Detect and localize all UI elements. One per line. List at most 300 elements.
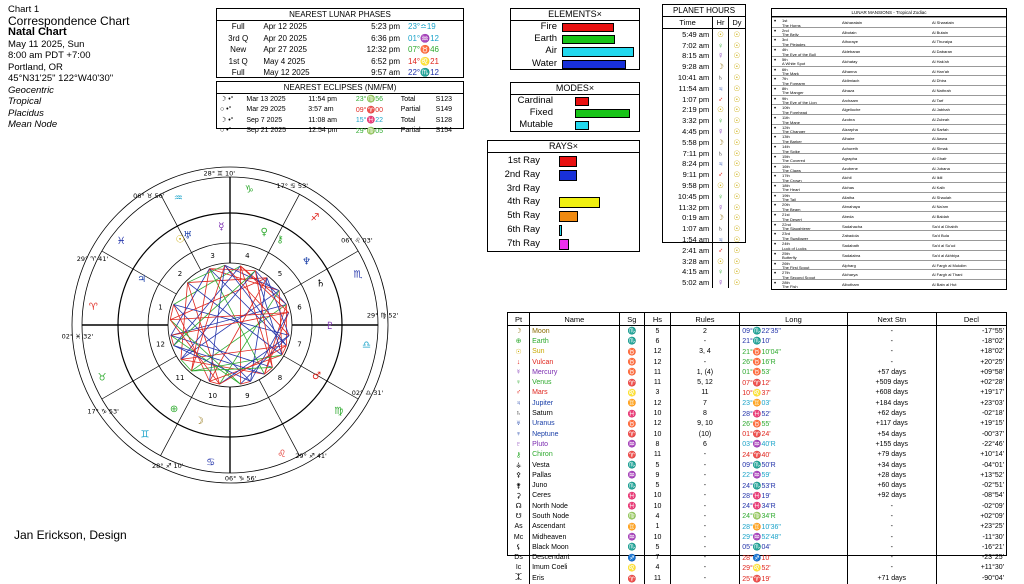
rays-bars [488, 153, 639, 253]
eclipse-time: 11:08 am [308, 116, 337, 124]
hour-ruler: ♂ [713, 245, 729, 256]
planet-glyph: ⚳ [515, 492, 522, 500]
eclipse-saros: S128 [435, 116, 453, 124]
hour-ruler: ♃ [713, 234, 729, 245]
planet-glyph-icon: ♅ [183, 230, 193, 242]
eclipse-time: 12:54 pm [308, 127, 338, 135]
mansion-arabic: Al Sharatain [932, 20, 954, 25]
zodiac-sign: ♓ [116, 236, 126, 248]
eclipse-row [217, 115, 463, 126]
mansion-meaning: The Manger [782, 90, 804, 96]
planet-row [508, 532, 1006, 542]
mansion-icon: • [774, 203, 777, 210]
hour-ruler: ♄ [713, 223, 729, 234]
planet-glyph: ↓ [516, 358, 521, 366]
element-bar [562, 35, 615, 44]
planet-declination: -02°09' [936, 501, 1006, 511]
mansion-icon: • [774, 145, 777, 152]
mansion-arabic: Al Fargh al Thani [932, 272, 963, 278]
mansion-number: 16th [782, 163, 790, 169]
mansion-meaning: The Spike [782, 148, 801, 154]
modes-title: MODES× [511, 83, 639, 95]
mansion-arabic: Al Han'ah [932, 68, 950, 74]
hour-time: 2:41 am [682, 245, 710, 255]
mansion-icon: • [774, 213, 777, 219]
hour-row [663, 94, 745, 105]
mansion-icon: • [774, 242, 777, 249]
day-ruler: ☉ [728, 191, 745, 202]
ray-label: 2nd Ray [504, 168, 540, 180]
mode-bar [575, 109, 630, 118]
planet-name: Moon [530, 326, 620, 337]
planet-sign: ♒ [619, 532, 645, 542]
planet-name: Pluto [530, 439, 620, 449]
day-ruler: ☉ [728, 83, 745, 94]
planet-next-station: +28 days [847, 470, 936, 480]
hour-row [663, 277, 745, 288]
mansion-meaning: The Belly [782, 32, 799, 38]
planet-house: 5 [645, 542, 671, 552]
ray-bar [559, 170, 577, 181]
mansion-number: 22nd [782, 221, 791, 227]
planet-house: 5 [645, 460, 671, 470]
eclipse-row [217, 126, 463, 137]
eclipse-kind: Partial [400, 127, 421, 135]
option-geocentric: Geocentric [8, 84, 54, 96]
planet-glyph: ⚵ [515, 482, 522, 490]
planet-glyph: ☽ [515, 328, 522, 336]
lunar-phases-table [217, 21, 463, 79]
element-label: Air [545, 45, 557, 57]
planet-glyph-icon: ⊕ [169, 403, 179, 415]
mansion-latin: Aldebaran [842, 49, 861, 55]
eclipse-position: 23°♍56 [355, 96, 383, 104]
planet-next-station: +509 days [847, 377, 936, 387]
lunar-mansions-title: LUNAR MANSIONS - Tropical Zodiac [772, 9, 1006, 17]
hour-row [663, 40, 745, 51]
hours-col-dy: Dy [728, 17, 745, 29]
chart-coords: 45°N31'25" 122°W40'30" [8, 73, 114, 84]
day-ruler: ☉ [728, 256, 745, 267]
hour-time: 7:02 am [682, 40, 710, 50]
planet-rules: - [670, 542, 739, 552]
planet-house: 11 [645, 450, 671, 460]
planet-longitude: 23°♊03' [740, 398, 848, 408]
planet-rules: - [670, 470, 739, 480]
cusp-label: 06° ♌ 03' [341, 236, 373, 245]
phase-name: 3rd Q [228, 33, 249, 43]
mansion-arabic: Sa'd al Akhbiya [932, 252, 960, 258]
hour-row [663, 115, 745, 126]
phase-row [217, 21, 463, 33]
mansion-arabic: Al Jabhah [932, 107, 950, 113]
planet-rules: 11 [670, 388, 739, 398]
planet-sign: ♒ [619, 470, 645, 480]
mansion-latin: Alnaza [842, 87, 855, 93]
mansion-number: 11th [782, 115, 790, 120]
ray-label: 7th Ray [507, 237, 540, 249]
planet-name: Uranus [530, 419, 620, 429]
planet-name: Saturn [530, 408, 620, 418]
eclipses-table [217, 94, 463, 136]
hour-time: 9:11 pm [682, 170, 710, 180]
mansion-number: 6th [782, 66, 788, 72]
mansion-icon: • [774, 164, 777, 171]
mansion-latin: Algelioche [842, 107, 861, 113]
planet-declination: +18°02' [936, 347, 1006, 357]
planet-rules: - [670, 460, 739, 470]
planet-next-station: - [847, 553, 936, 563]
mansion-arabic: Al Baldah [932, 214, 950, 219]
eclipse-saros: S149 [435, 106, 453, 114]
mansion-icon: • [774, 193, 777, 200]
planet-house: 6 [645, 336, 671, 346]
cusp-label: 29° ♍ 52' [366, 311, 399, 320]
planet-house: 1 [645, 522, 671, 532]
phase-name: Full [231, 68, 245, 78]
ray-bar [559, 197, 600, 208]
hour-ruler: ♂ [713, 169, 729, 180]
eclipse-date: Sep 21 2025 [246, 127, 287, 135]
planet-glyph-icon: ♄ [316, 278, 326, 290]
hour-ruler: ♀ [713, 115, 729, 126]
planet-glyph: ♅ [515, 420, 522, 428]
planet-declination: +13°52' [936, 470, 1006, 480]
planet-name: Eris [530, 573, 620, 584]
mansion-number: 17th [782, 173, 790, 179]
planet-name: Earth [530, 336, 620, 346]
planet-rules: - [670, 522, 739, 532]
planet-row [508, 398, 1006, 408]
planet-longitude: 28°♓19' [740, 491, 848, 501]
mansion-arabic: Al Thuraiya [932, 39, 953, 45]
zodiac-sign: ♈ [88, 301, 98, 313]
house-number: 2 [177, 270, 183, 279]
eclipse-date: Mar 29 2025 [246, 106, 286, 114]
planet-glyph: ☉ [515, 348, 522, 356]
ray-label: 1st Ray [507, 155, 540, 166]
eclipse-time: 3:57 am [308, 106, 334, 114]
planet-glyph: Mc [513, 533, 524, 541]
planet-declination: +23°03' [936, 398, 1006, 408]
house-number: 10 [208, 391, 218, 400]
planet-longitude: 28°♊10'36" [740, 522, 848, 532]
phase-time: 12:32 pm [366, 45, 401, 55]
mansion-meaning: The Pleiades [782, 41, 806, 47]
hour-time: 10:45 pm [677, 191, 710, 201]
phase-position: 14°♌21 [408, 56, 439, 66]
hours-col-hr: Hr [713, 17, 729, 29]
mansion-arabic: Al Tarf [932, 97, 944, 103]
phase-row [217, 67, 463, 79]
mansion-latin: Sadahacha [842, 223, 863, 229]
zodiac-sign: ♎ [362, 340, 372, 352]
planet-glyph: ☿ [515, 368, 522, 376]
eclipse-date: Sep 7 2025 [246, 116, 283, 124]
planet-rules: 5, 12 [670, 377, 739, 387]
hour-time: 10:41 am [677, 73, 710, 83]
mansion-latin: Azubene [842, 165, 858, 171]
planet-longitude: 01°♉53' [740, 367, 848, 377]
planet-house: 5 [645, 480, 671, 490]
planet-rules: - [670, 491, 739, 501]
planet-glyph: Ic [515, 564, 522, 572]
mansion-arabic: Al Nathrah [932, 87, 951, 93]
planet-row [508, 450, 1006, 460]
planet-name: Venus [530, 377, 620, 387]
hour-ruler: ☽ [713, 61, 729, 72]
planet-glyph-icon: ⚷ [276, 234, 284, 246]
planet-glyph: ⚴ [515, 472, 522, 480]
hour-time: 2:19 pm [682, 105, 710, 115]
planet-row [508, 470, 1006, 480]
planet-glyph-icon: ☿ [218, 221, 225, 233]
planet-longitude: 26°♉55' [740, 419, 848, 429]
phase-position: 23°≏19 [408, 22, 436, 32]
planet-declination: +19°17' [936, 388, 1006, 398]
mansion-number: 18th [782, 182, 790, 188]
chart-number: Chart 1 [8, 4, 40, 15]
planet-declination: -08°54' [936, 491, 1006, 501]
planet-hours-table [663, 17, 745, 288]
planet-longitude: 09°♏50'R [740, 460, 848, 470]
mansion-number: 10th [782, 105, 790, 111]
mansion-icon: • [774, 232, 777, 239]
planet-sign: ♏ [619, 542, 645, 552]
ray-bar [559, 225, 562, 236]
planet-glyph: ⚷ [515, 451, 522, 459]
mansion-arabic: Al Shaulah [932, 194, 952, 200]
hour-ruler: ♃ [713, 83, 729, 94]
planet-house: 4 [645, 511, 671, 521]
mansion-latin: Allatha [842, 194, 855, 200]
element-bar [562, 47, 634, 56]
mansion-meaning: The Second Spout [782, 274, 816, 280]
mansion-meaning: The Changer [782, 129, 806, 135]
hour-ruler: ♃ [713, 159, 729, 170]
planet-name: Vesta [530, 460, 620, 470]
eclipse-row [217, 94, 463, 105]
eclipse-time: 11:54 pm [308, 95, 337, 103]
house-cusp [102, 251, 176, 294]
phase-position: 22°♏12 [408, 68, 439, 78]
mansion-number: 23rd [782, 231, 791, 237]
hour-ruler: ☽ [713, 137, 729, 148]
eclipse-kind: Total [400, 116, 416, 124]
house-number: 11 [175, 373, 185, 382]
zodiac-sign: ♐ [310, 212, 320, 224]
mansion-arabic: Al Iklil [932, 175, 943, 181]
planet-row [508, 336, 1006, 346]
chart-place: Portland, OR [8, 61, 63, 73]
hour-row [663, 202, 745, 213]
planet-rules: 6 [670, 439, 739, 449]
planet-glyph: ⚶ [515, 462, 522, 469]
planet-longitude: 25°♈19' [740, 573, 848, 584]
planet-longitude: 21°♉10'04" [740, 347, 848, 357]
planet-rules: 9, 10 [670, 419, 739, 429]
mansion-latin: Albotain [842, 29, 857, 35]
mansion-meaning: The Swallower [782, 235, 809, 241]
planet-declination: +11°30' [936, 563, 1006, 573]
planet-row [508, 460, 1006, 470]
planet-next-station: +79 days [847, 450, 936, 460]
day-ruler: ☉ [728, 213, 745, 224]
mansion-icon: • [774, 174, 777, 181]
hours-col-time: Time [663, 17, 713, 29]
phase-name: Full [231, 22, 245, 32]
mansion-number: 14th [782, 144, 790, 150]
planet-declination: +02°09' [936, 511, 1006, 521]
hour-ruler: ☉ [713, 256, 729, 267]
day-ruler: ☉ [728, 51, 745, 62]
eclipse-row [217, 105, 463, 116]
house-number: 1 [158, 303, 163, 312]
hour-time: 7:11 pm [682, 148, 710, 158]
mansion-number: 21st [782, 212, 790, 217]
elements-panel [510, 8, 640, 70]
day-ruler: ☉ [728, 137, 745, 148]
planet-sign: ♉ [619, 347, 645, 357]
column-header: Rules [670, 313, 739, 326]
mansion-arabic: Al Dabaran [932, 49, 953, 55]
planet-row [508, 501, 1006, 511]
planet-sign: ♓ [619, 408, 645, 418]
mansion-meaning: The Claws [782, 168, 801, 173]
planet-next-station: - [847, 336, 936, 346]
phase-time: 5:23 pm [371, 22, 401, 32]
mansion-arabic: Sa'd al Su'ud [932, 243, 956, 249]
planet-longitude: 07°♈12' [740, 377, 848, 387]
hour-ruler: ☿ [713, 126, 729, 137]
planet-sign: ♍ [619, 511, 645, 521]
planet-name: Ascendant [530, 522, 620, 532]
planet-longitude: 28°♐10' [740, 553, 848, 563]
hour-time: 11:32 pm [678, 202, 710, 212]
cusp-label: 29° ♈ 41' [76, 254, 109, 263]
planet-sign: ♈ [619, 429, 645, 439]
day-ruler: ☉ [728, 223, 745, 234]
hour-row [663, 191, 745, 202]
planet-hours-panel [662, 4, 746, 288]
zodiac-sign: ♏ [353, 269, 363, 281]
planet-glyph: ♇ [515, 440, 522, 448]
planet-glyph: ♆ [515, 430, 522, 438]
ray-label: 5th Ray [507, 210, 540, 222]
hour-row [663, 83, 745, 94]
hour-time: 4:15 am [682, 267, 710, 277]
planet-glyph: ♂ [515, 389, 522, 397]
planet-glyph-icon: ♂ [312, 371, 322, 382]
hour-time: 1:54 am [682, 235, 710, 245]
planet-next-station: - [847, 347, 936, 357]
mansion-meaning: Luck of Lucks [782, 245, 807, 251]
planet-longitude: 09°♏22'35" [740, 326, 848, 337]
eclipse-saros: S123 [435, 95, 453, 103]
planet-declination: -22°46' [936, 439, 1006, 449]
ray-label: 6th Ray [507, 224, 540, 235]
planet-longitude: 05°♏04' [740, 542, 848, 552]
planet-glyph: ♀ [515, 379, 522, 387]
mansion-meaning: The Slaughterer [782, 226, 811, 232]
aspect-line [209, 269, 286, 346]
mansion-icon: • [774, 86, 777, 93]
day-ruler: ☉ [728, 29, 745, 40]
planet-glyph: ☊ [515, 503, 522, 511]
mansion-meaning: The Mark [782, 71, 799, 76]
mansion-number: 25th [782, 250, 790, 256]
mansion-icon: • [774, 57, 777, 64]
eclipse-position: 09°♈00 [355, 106, 383, 114]
chart-header [8, 4, 129, 131]
planet-sign: ♏ [619, 480, 645, 490]
planet-next-station: +117 days [847, 419, 936, 429]
mansion-latin: Sadalabra [842, 252, 861, 258]
mansion-icon: • [774, 280, 777, 287]
element-label: Fire [540, 21, 557, 32]
planet-glyph: ♃ [515, 399, 522, 407]
mode-label: Fixed [529, 107, 553, 118]
ray-bar [559, 211, 578, 222]
hour-row [663, 148, 745, 159]
mansion-arabic: Al Awwa [932, 136, 948, 142]
planet-house: 12 [645, 398, 671, 408]
mansion-latin: Alchas [842, 184, 855, 190]
planet-sign: ♉ [619, 419, 645, 429]
planet-next-station: +54 days [847, 429, 936, 439]
hour-time: 5:49 am [682, 29, 710, 39]
eclipse-position: 29°♍05 [355, 127, 383, 135]
planet-next-station: - [847, 501, 936, 511]
planet-sign: ♊ [619, 522, 645, 532]
planet-house: 11 [645, 573, 671, 584]
planet-rules: 1, (4) [670, 367, 739, 377]
planet-name: Pallas [530, 470, 620, 480]
planet-next-station: +34 days [847, 460, 936, 470]
planet-next-station: +92 days [847, 491, 936, 501]
day-ruler: ☉ [728, 40, 745, 51]
hour-ruler: ☉ [713, 29, 729, 40]
hour-time: 9:28 am [682, 62, 710, 72]
planet-next-station: +60 days [847, 480, 936, 490]
hour-time: 1:07 pm [682, 94, 710, 104]
planet-longitude: 22°♒59' [740, 470, 848, 480]
zodiac-sign: ♌ [277, 448, 287, 460]
eclipse-position: 15°♓22 [355, 117, 383, 125]
planet-house: 12 [645, 347, 671, 357]
planet-sign: ♈ [619, 377, 645, 387]
planet-sign: ♌ [619, 388, 645, 398]
planet-table-header [508, 313, 1006, 326]
mansion-icon: • [774, 125, 777, 132]
planet-row [508, 511, 1006, 521]
hour-time: 0:19 am [682, 213, 710, 223]
planet-house: 10 [645, 429, 671, 439]
element-bar [562, 23, 614, 32]
mansion-icon: • [774, 28, 777, 35]
planet-declination: -00°37' [936, 429, 1006, 439]
planet-longitude: 01°♈24' [740, 429, 848, 439]
mansion-latin: Alchil [842, 175, 852, 181]
mansion-arabic: Al Sarfah [932, 126, 949, 132]
cusp-label: 17° ♋ 53' [276, 182, 309, 191]
column-header: Sg [619, 313, 645, 326]
mansion-icon: • [774, 106, 777, 113]
planet-glyph-icon: ☉ [175, 234, 185, 246]
phase-row [217, 56, 463, 68]
planet-glyph: ☋ [515, 513, 522, 521]
planet-glyph: Ds [514, 554, 523, 562]
